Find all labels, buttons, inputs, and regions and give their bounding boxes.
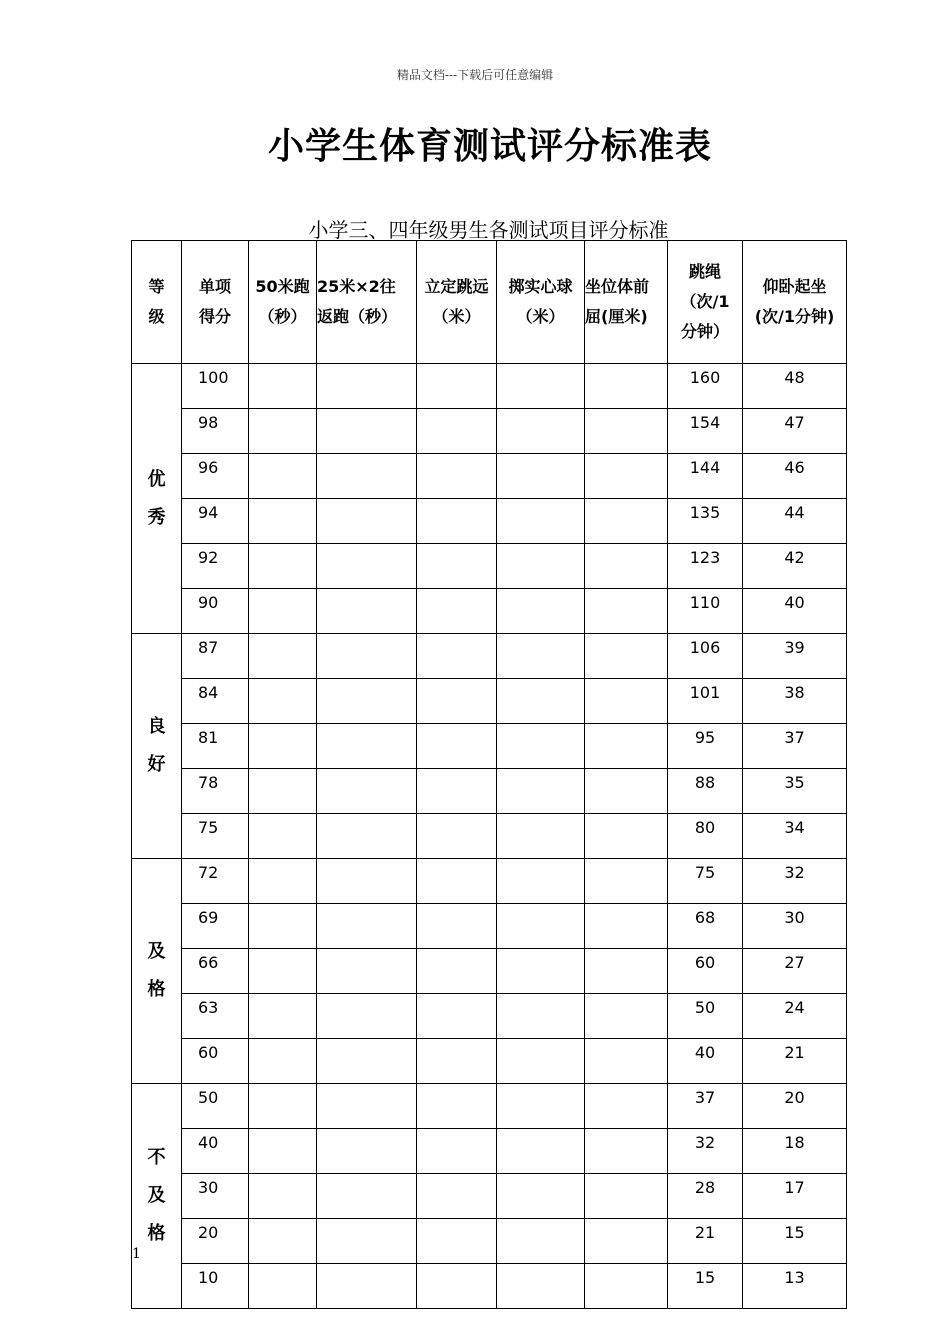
sit-reach-cell	[585, 634, 668, 679]
shuttle-cell	[317, 589, 417, 634]
shuttle-cell	[317, 409, 417, 454]
long-jump-cell	[417, 904, 497, 949]
ball-cell	[497, 454, 585, 499]
header-standing-long-jump: 立定跳远 （米）	[417, 241, 497, 364]
situp-cell: 20	[743, 1084, 847, 1129]
long-jump-cell	[417, 544, 497, 589]
shuttle-cell	[317, 994, 417, 1039]
ball-cell	[497, 679, 585, 724]
page-number: 1	[132, 1246, 141, 1262]
table-row	[132, 1174, 847, 1219]
table-row	[132, 949, 847, 994]
sit-reach-cell	[585, 454, 668, 499]
rope-cell: 21	[668, 1219, 743, 1264]
table-caption: 小学三、四年级男生各测试项目评分标准	[308, 218, 669, 242]
shuttle-cell	[317, 454, 417, 499]
long-jump-cell	[417, 1219, 497, 1264]
ball-cell	[497, 1129, 585, 1174]
ball-cell	[497, 364, 585, 409]
rope-cell: 135	[668, 499, 743, 544]
score-cell: 92	[182, 544, 249, 589]
shuttle-cell	[317, 679, 417, 724]
score-cell: 10	[182, 1264, 249, 1309]
table-row	[132, 409, 847, 454]
run50-cell	[249, 499, 317, 544]
document-title: 小学生体育测试评分标准表	[267, 126, 712, 167]
long-jump-cell	[417, 769, 497, 814]
sit-reach-cell	[585, 364, 668, 409]
situp-cell: 39	[743, 634, 847, 679]
rope-cell: 40	[668, 1039, 743, 1084]
ball-cell	[497, 1174, 585, 1219]
shuttle-cell	[317, 904, 417, 949]
run50-cell	[249, 1219, 317, 1264]
long-jump-cell	[417, 1084, 497, 1129]
ball-cell	[497, 994, 585, 1039]
rope-cell: 32	[668, 1129, 743, 1174]
score-cell: 100	[182, 364, 249, 409]
situp-cell: 15	[743, 1219, 847, 1264]
ball-cell	[497, 949, 585, 994]
situp-cell: 37	[743, 724, 847, 769]
sit-reach-cell	[585, 724, 668, 769]
rope-cell: 15	[668, 1264, 743, 1309]
score-cell: 84	[182, 679, 249, 724]
shuttle-cell	[317, 1129, 417, 1174]
score-cell: 78	[182, 769, 249, 814]
sit-reach-cell	[585, 814, 668, 859]
score-table	[131, 240, 847, 1309]
sit-reach-cell	[585, 589, 668, 634]
situp-cell: 30	[743, 904, 847, 949]
sit-reach-cell	[585, 1219, 668, 1264]
run50-cell	[249, 1084, 317, 1129]
rope-cell: 95	[668, 724, 743, 769]
header-rope-skipping: 跳绳 （次/1 分钟）	[668, 241, 743, 364]
situp-cell: 42	[743, 544, 847, 589]
run50-cell	[249, 544, 317, 589]
sit-reach-cell	[585, 1174, 668, 1219]
run50-cell	[249, 1174, 317, 1219]
shuttle-cell	[317, 544, 417, 589]
sit-reach-cell	[585, 499, 668, 544]
table-row	[132, 454, 847, 499]
sit-reach-cell	[585, 679, 668, 724]
sit-reach-cell	[585, 1084, 668, 1129]
table-row	[132, 1039, 847, 1084]
long-jump-cell	[417, 409, 497, 454]
score-cell: 20	[182, 1219, 249, 1264]
run50-cell	[249, 724, 317, 769]
score-cell: 81	[182, 724, 249, 769]
ball-cell	[497, 904, 585, 949]
situp-cell: 13	[743, 1264, 847, 1309]
shuttle-cell	[317, 1084, 417, 1129]
shuttle-cell	[317, 859, 417, 904]
run50-cell	[249, 1264, 317, 1309]
sit-reach-cell	[585, 769, 668, 814]
header-sit-ups: 仰卧起坐 (次/1分钟)	[743, 241, 847, 364]
rope-cell: 110	[668, 589, 743, 634]
situp-cell: 38	[743, 679, 847, 724]
shuttle-cell	[317, 1264, 417, 1309]
header-medicine-ball: 掷实心球 （米）	[497, 241, 585, 364]
shuttle-cell	[317, 769, 417, 814]
sit-reach-cell	[585, 409, 668, 454]
page-header: 精品文档---下载后可任意编辑	[396, 68, 554, 82]
score-cell: 60	[182, 1039, 249, 1084]
sit-reach-cell	[585, 544, 668, 589]
situp-cell: 21	[743, 1039, 847, 1084]
run50-cell	[249, 769, 317, 814]
run50-cell	[249, 409, 317, 454]
header-score: 单项 得分	[182, 241, 249, 364]
ball-cell	[497, 634, 585, 679]
header-grade: 等 级	[132, 241, 182, 364]
long-jump-cell	[417, 1174, 497, 1219]
ball-cell	[497, 589, 585, 634]
score-cell: 72	[182, 859, 249, 904]
long-jump-cell	[417, 949, 497, 994]
rope-cell: 106	[668, 634, 743, 679]
rope-cell: 144	[668, 454, 743, 499]
situp-cell: 48	[743, 364, 847, 409]
shuttle-cell	[317, 1174, 417, 1219]
rope-cell: 160	[668, 364, 743, 409]
score-cell: 63	[182, 994, 249, 1039]
run50-cell	[249, 364, 317, 409]
sit-reach-cell	[585, 1264, 668, 1309]
long-jump-cell	[417, 724, 497, 769]
sit-reach-cell	[585, 949, 668, 994]
table-row	[132, 1129, 847, 1174]
header-row	[132, 241, 847, 364]
score-cell: 66	[182, 949, 249, 994]
ball-cell	[497, 1219, 585, 1264]
situp-cell: 24	[743, 994, 847, 1039]
rope-cell: 154	[668, 409, 743, 454]
ball-cell	[497, 814, 585, 859]
score-cell: 98	[182, 409, 249, 454]
rope-cell: 50	[668, 994, 743, 1039]
grade-cell: 优 秀	[132, 364, 182, 634]
shuttle-cell	[317, 499, 417, 544]
shuttle-cell	[317, 1219, 417, 1264]
rope-cell: 101	[668, 679, 743, 724]
ball-cell	[497, 409, 585, 454]
run50-cell	[249, 904, 317, 949]
long-jump-cell	[417, 679, 497, 724]
score-cell: 87	[182, 634, 249, 679]
shuttle-cell	[317, 949, 417, 994]
ball-cell	[497, 859, 585, 904]
table-row	[132, 679, 847, 724]
long-jump-cell	[417, 364, 497, 409]
sit-reach-cell	[585, 1129, 668, 1174]
rope-cell: 88	[668, 769, 743, 814]
shuttle-cell	[317, 364, 417, 409]
run50-cell	[249, 994, 317, 1039]
table-row	[132, 634, 847, 679]
ball-cell	[497, 499, 585, 544]
shuttle-cell	[317, 814, 417, 859]
table-body	[132, 364, 847, 1309]
score-cell: 50	[182, 1084, 249, 1129]
table-row	[132, 1264, 847, 1309]
grade-cell: 不 及 格	[132, 1084, 182, 1309]
shuttle-cell	[317, 1039, 417, 1084]
rope-cell: 60	[668, 949, 743, 994]
long-jump-cell	[417, 589, 497, 634]
shuttle-cell	[317, 724, 417, 769]
score-cell: 69	[182, 904, 249, 949]
long-jump-cell	[417, 1264, 497, 1309]
long-jump-cell	[417, 994, 497, 1039]
score-cell: 40	[182, 1129, 249, 1174]
table-row	[132, 724, 847, 769]
shuttle-cell	[317, 634, 417, 679]
ball-cell	[497, 1264, 585, 1309]
run50-cell	[249, 589, 317, 634]
ball-cell	[497, 1084, 585, 1129]
ball-cell	[497, 544, 585, 589]
table-row	[132, 814, 847, 859]
long-jump-cell	[417, 454, 497, 499]
run50-cell	[249, 634, 317, 679]
header-shuttle-run: 25米×2往 返跑（秒）	[317, 241, 417, 364]
score-cell: 90	[182, 589, 249, 634]
rope-cell: 80	[668, 814, 743, 859]
long-jump-cell	[417, 1129, 497, 1174]
rope-cell: 123	[668, 544, 743, 589]
score-cell: 96	[182, 454, 249, 499]
ball-cell	[497, 1039, 585, 1084]
table-row	[132, 1219, 847, 1264]
rope-cell: 28	[668, 1174, 743, 1219]
grade-cell: 及 格	[132, 859, 182, 1084]
table-row	[132, 499, 847, 544]
table-row	[132, 544, 847, 589]
table-row	[132, 994, 847, 1039]
run50-cell	[249, 454, 317, 499]
rope-cell: 75	[668, 859, 743, 904]
situp-cell: 32	[743, 859, 847, 904]
rope-cell: 37	[668, 1084, 743, 1129]
run50-cell	[249, 814, 317, 859]
situp-cell: 18	[743, 1129, 847, 1174]
situp-cell: 47	[743, 409, 847, 454]
rope-cell: 68	[668, 904, 743, 949]
table-row	[132, 1084, 847, 1129]
run50-cell	[249, 859, 317, 904]
run50-cell	[249, 949, 317, 994]
grade-cell: 良 好	[132, 634, 182, 859]
header-50m-run: 50米跑 （秒）	[249, 241, 317, 364]
score-cell: 75	[182, 814, 249, 859]
situp-cell: 17	[743, 1174, 847, 1219]
situp-cell: 27	[743, 949, 847, 994]
table-row	[132, 589, 847, 634]
sit-reach-cell	[585, 1039, 668, 1084]
long-jump-cell	[417, 634, 497, 679]
run50-cell	[249, 679, 317, 724]
ball-cell	[497, 769, 585, 814]
situp-cell: 34	[743, 814, 847, 859]
situp-cell: 44	[743, 499, 847, 544]
sit-reach-cell	[585, 859, 668, 904]
table-row	[132, 904, 847, 949]
score-cell: 30	[182, 1174, 249, 1219]
sit-reach-cell	[585, 994, 668, 1039]
situp-cell: 40	[743, 589, 847, 634]
table-row	[132, 364, 847, 409]
situp-cell: 46	[743, 454, 847, 499]
sit-reach-cell	[585, 904, 668, 949]
header-sit-and-reach: 坐位体前 屈(厘米)	[585, 241, 668, 364]
run50-cell	[249, 1039, 317, 1084]
ball-cell	[497, 724, 585, 769]
long-jump-cell	[417, 499, 497, 544]
long-jump-cell	[417, 1039, 497, 1084]
table-row	[132, 859, 847, 904]
run50-cell	[249, 1129, 317, 1174]
situp-cell: 35	[743, 769, 847, 814]
long-jump-cell	[417, 814, 497, 859]
long-jump-cell	[417, 859, 497, 904]
score-cell: 94	[182, 499, 249, 544]
table-row	[132, 769, 847, 814]
